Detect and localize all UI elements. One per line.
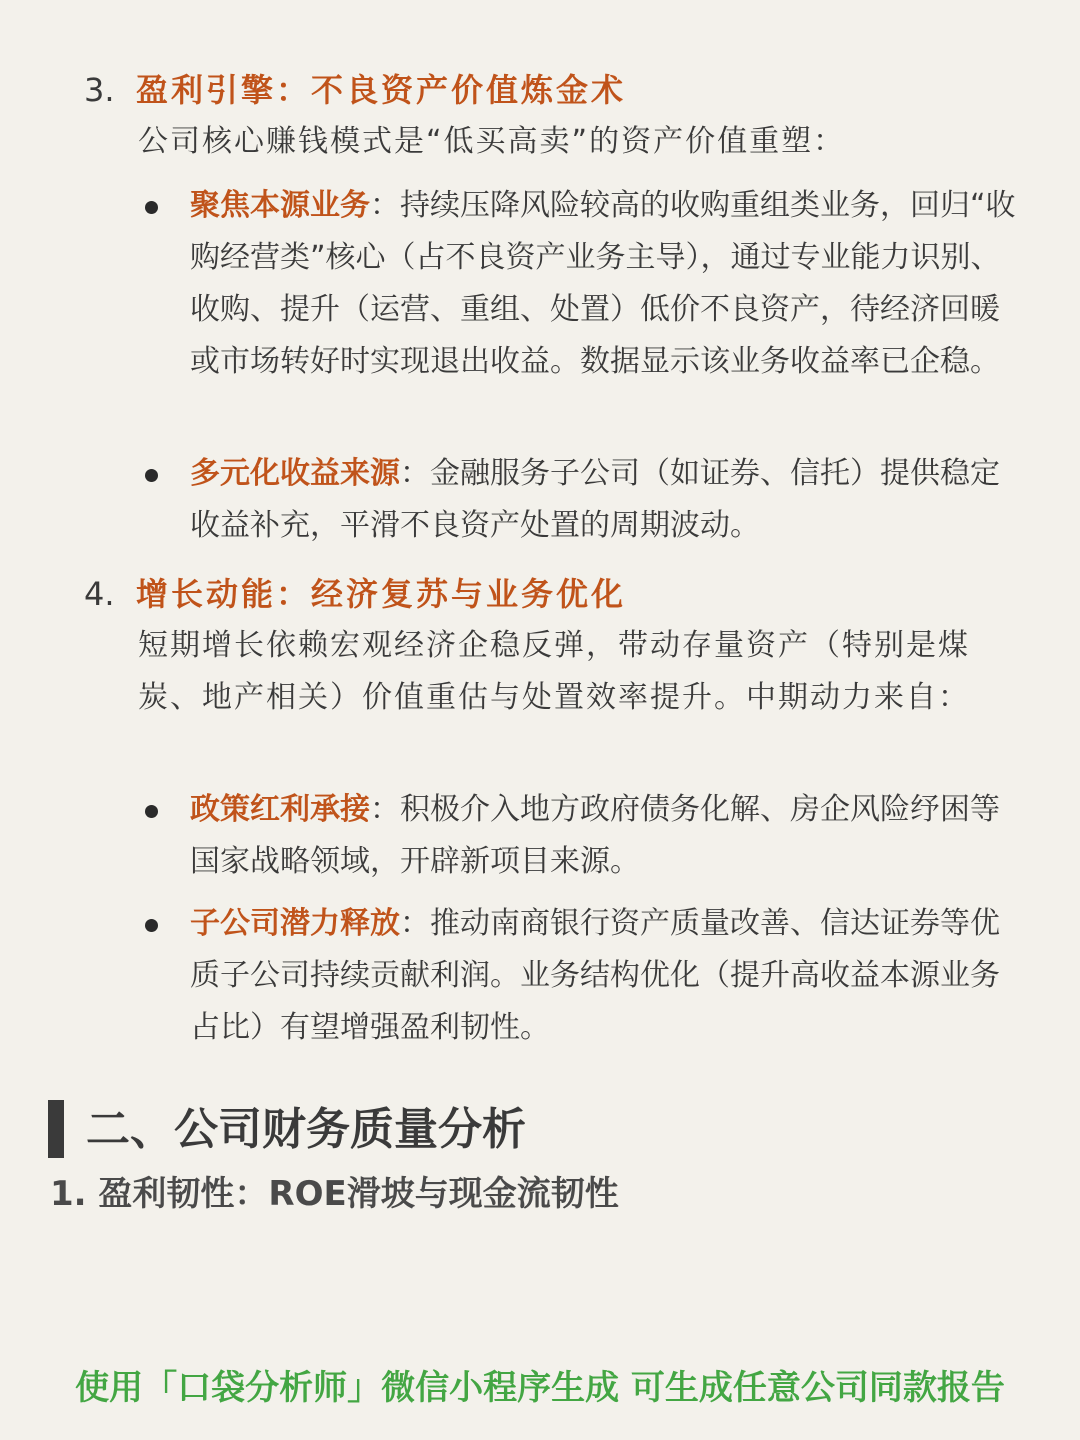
section-4-heading <box>84 570 626 618</box>
section-3-title: 盈利引擎：不良资产价值炼金术 <box>136 71 627 109</box>
bullet-body: ：推动南商银行资产质量改善、信达证券等优质子公司持续贡献利润。业务结构优化（提升高收益本源业务占比）有望增强盈利韧性。 <box>190 906 1000 1045</box>
bullet-dot-icon <box>145 469 158 482</box>
bullet-body: ：持续压降风险较高的收购重组类业务，回归“收购经营类”核心（占不良资产业务主导），通过专业能力识别、收购、提升（运营、重组、处置）低价不良资产，待经济回暖或市场转好时实现退出收益。数据显示该业务收益率已企稳。 <box>190 188 1016 379</box>
bullet-text <box>190 448 1020 552</box>
bullet-dot-icon <box>145 201 158 214</box>
section-3-intro: 公司核心赚钱模式是“低买高卖”的资产价值重塑： <box>138 124 846 159</box>
subheading: 1. 盈利韧性：ROE滑坡与现金流韧性 <box>50 1174 619 1214</box>
heading-bar <box>48 1100 64 1158</box>
footer-promo: 使用「口袋分析师」微信小程序生成 可生成任意公司同款报告 <box>75 1368 1005 1408</box>
bullet-label: 政策红利承接 <box>190 792 370 827</box>
section-4-title: 增长动能：经济复苏与业务优化 <box>136 575 627 613</box>
bullet-body: ：积极介入地方政府债务化解、房企风险纾困等国家战略领域，开辟新项目来源。 <box>190 792 1000 879</box>
bullet-label: 聚焦本源业务 <box>190 188 370 223</box>
bullet-label: 多元化收益来源 <box>190 456 400 491</box>
section-3-heading <box>84 66 626 114</box>
bullet-dot-icon <box>145 919 158 932</box>
bullet-label: 子公司潜力释放 <box>190 906 400 941</box>
section-3-number: 3. <box>84 71 115 109</box>
bullet-text <box>190 180 1020 388</box>
section-4-intro: 短期增长依赖宏观经济企稳反弹，带动存量资产（特别是煤炭、地产相关）价值重估与处置效率提升。中期动力来自： <box>138 628 970 715</box>
bullet-body: ：金融服务子公司（如证券、信托）提供稳定收益补充，平滑不良资产处置的周期波动。 <box>190 456 1000 543</box>
bullet-text <box>190 898 1020 1054</box>
section-4-number: 4. <box>84 575 115 613</box>
page-heading: 二、公司财务质量分析 <box>86 1104 526 1155</box>
bullet-dot-icon <box>145 805 158 818</box>
bullet-text <box>190 784 1020 888</box>
